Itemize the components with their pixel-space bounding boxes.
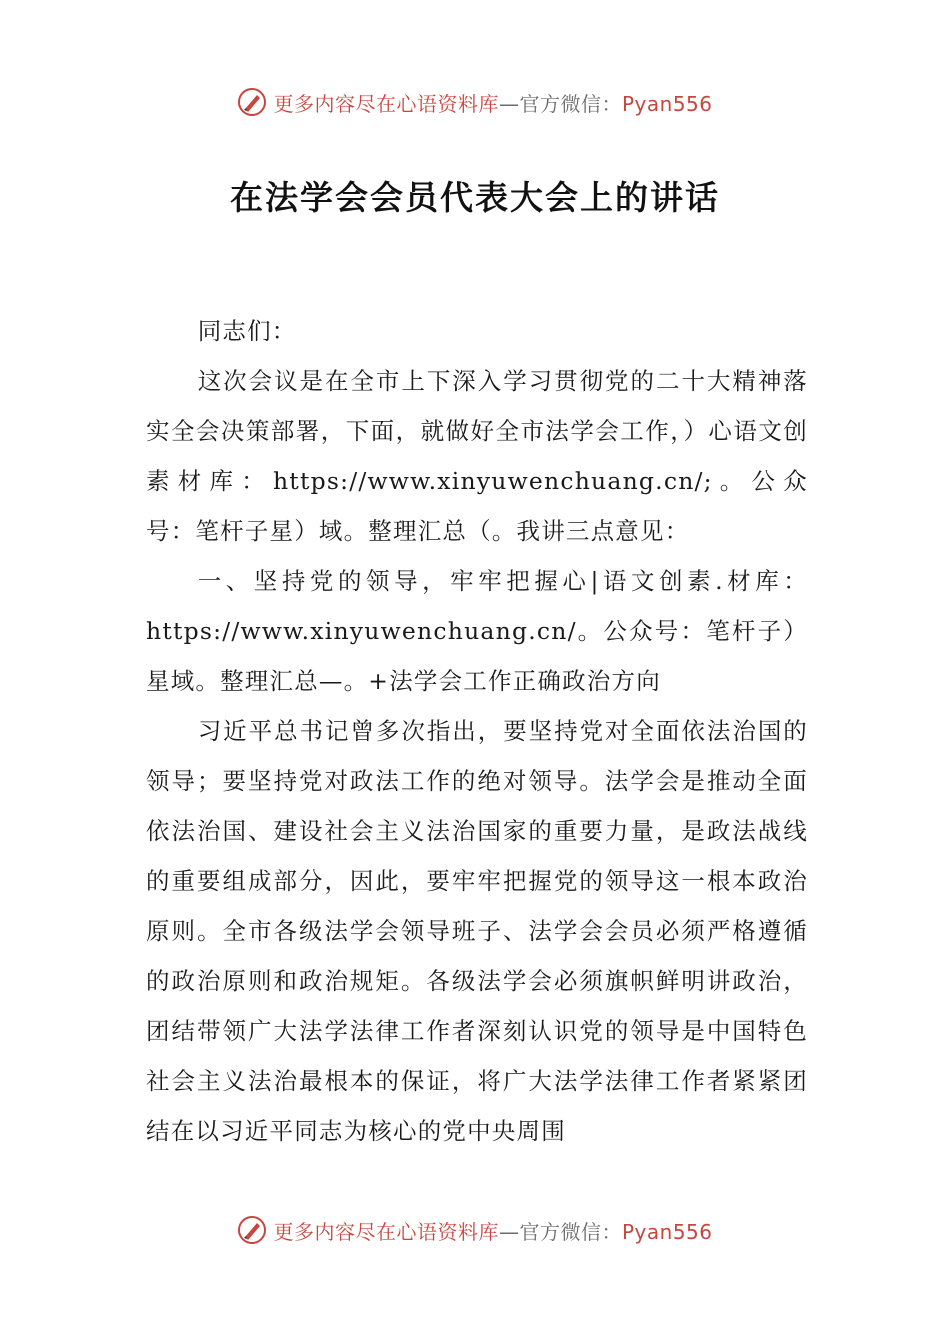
banner-main: 更多内容尽在心语资料库 bbox=[273, 91, 499, 116]
banner-dash: — bbox=[498, 1219, 520, 1244]
paragraph: 习近平总书记曾多次指出，要坚持党对全面依法治国的领导；要坚持党对政法工作的绝对领导。法学会是推动全面依法治国、建设社会主义法治国家的重要力量，是政法战线的重要组成部分，因此，要牢牢把握党的领导这一根本政治原则。全市各级法学会领导班子、法学会会员必须严格遵循的政治原则和政治规矩。各级法学会必须旗帜鲜明讲政治，团结带领广大法学法律工作者深刻认识党的领导是中国特色社会主义法治最根本的保证，将广大法学法律工作者紧紧团结在以习近平同志为核心的党中央周围 bbox=[146, 717, 808, 1145]
banner-text bbox=[273, 88, 712, 117]
banner-dash: — bbox=[498, 91, 520, 116]
pen-logo-icon bbox=[237, 87, 267, 117]
paragraph-greeting: 同志们： bbox=[197, 317, 297, 345]
header-banner bbox=[0, 80, 950, 124]
paragraph-heading-1: 一、坚持党的领导，牢牢把握心|语文创素.材库：https://www.xinyuwenchuang.cn/。公众号：笔杆子）星域。整理汇总—。+法学会工作正确政治方向 bbox=[146, 567, 808, 695]
pen-logo-icon bbox=[237, 1215, 267, 1245]
banner-main: 更多内容尽在心语资料库 bbox=[273, 1219, 499, 1244]
banner-wechat-id: Pyan556 bbox=[621, 1219, 713, 1244]
banner-text bbox=[273, 1216, 712, 1245]
paragraph: 这次会议是在全市上下深入学习贯彻党的二十大精神落实全会决策部署，下面，就做好全市法学会工作，）心语文创素材库：https://www.xinyuwenchuang.cn/;。公众号：笔杆子星）域。整理汇总（。我讲三点意见： bbox=[146, 367, 808, 545]
footer-banner bbox=[0, 1208, 950, 1252]
document-body bbox=[146, 306, 808, 1156]
banner-official: 官方微信： bbox=[519, 91, 622, 116]
banner-wechat-id: Pyan556 bbox=[621, 91, 713, 116]
document-title: 在法学会会员代表大会上的讲话 bbox=[230, 178, 720, 217]
banner-official: 官方微信： bbox=[519, 1219, 622, 1244]
